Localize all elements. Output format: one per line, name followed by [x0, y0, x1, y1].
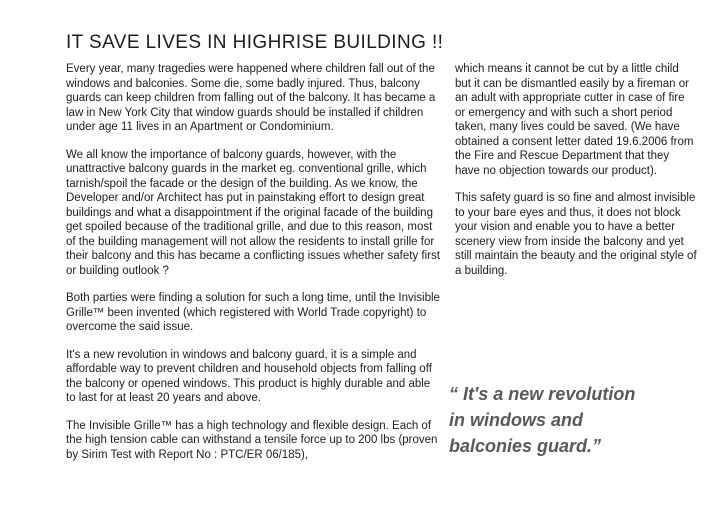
paragraph: Both parties were finding a solution for such a long time, until the Invisible Grille™ been invented (which registered with World Trade copyright) to overcome the said issue. — [66, 292, 440, 333]
quote-line: in windows and — [449, 410, 583, 430]
quote-line: balconies guard.” — [449, 436, 602, 456]
paragraph: This safety guard is so fine and almost invisible to your bare eyes and thus, it does not block your vision and enable you to have a better scenery view from inside the balcony and yet still maintain the beauty and the original style of a building. — [455, 192, 697, 277]
left-column — [66, 62, 442, 475]
paragraph: The Invisible Grille™ has a high technology and flexible design. Each of the high tension cable can withstand a tensile force up to 200 lbs (proven by Sirim Test with Report No : PTC/ER 06/185), — [66, 419, 438, 461]
page-title: IT SAVE LIVES IN HIGHRISE BUILDING !! — [66, 32, 444, 53]
paragraph: Every year, many tragedies were happened where children fall out of the windows and balconies. Some die, some badly injured. Thus, balcony guards can keep children from falling out of the balcony. It has became a law in New York City that window guards should be installed if children under age 11 lives in an Apartment or Condominium. — [66, 63, 436, 133]
paragraph: It's a new revolution in windows and balcony guard, it is a simple and affordable way to prevent children and household objects from falling off the balcony or opened windows. This product is highly durable and able to last for at least 20 years and above. — [66, 348, 432, 404]
paragraph: We all know the importance of balcony guards, however, with the unattractive balcony guards in the market eg. conventional grille, which tarnish/spoil the facade or the design of the building. As we know, the Developer and/or Architect has put in painstaking effort to design great buildings and what a disappointment if the original facade of the building get spoiled because of the traditional grille, and due to this reason, most of the building management will not allow the residents to install grille for their balcony and this has became a conflicting issues whether safety first or building outlook ? — [66, 148, 440, 277]
pull-quote — [449, 381, 709, 459]
quote-line: “ It's a new revolution — [449, 384, 636, 404]
right-column — [455, 62, 697, 291]
paragraph: which means it cannot be cut by a little child but it can be dismantled easily by a fireman or an adult with appropriate cutter in case of fire or emergency and with such a short period taken, many lives could be saved. (We have obtained a consent letter dated 19.6.2006 from the Fire and Rescue Department that they have no objection towards our product). — [455, 63, 694, 177]
